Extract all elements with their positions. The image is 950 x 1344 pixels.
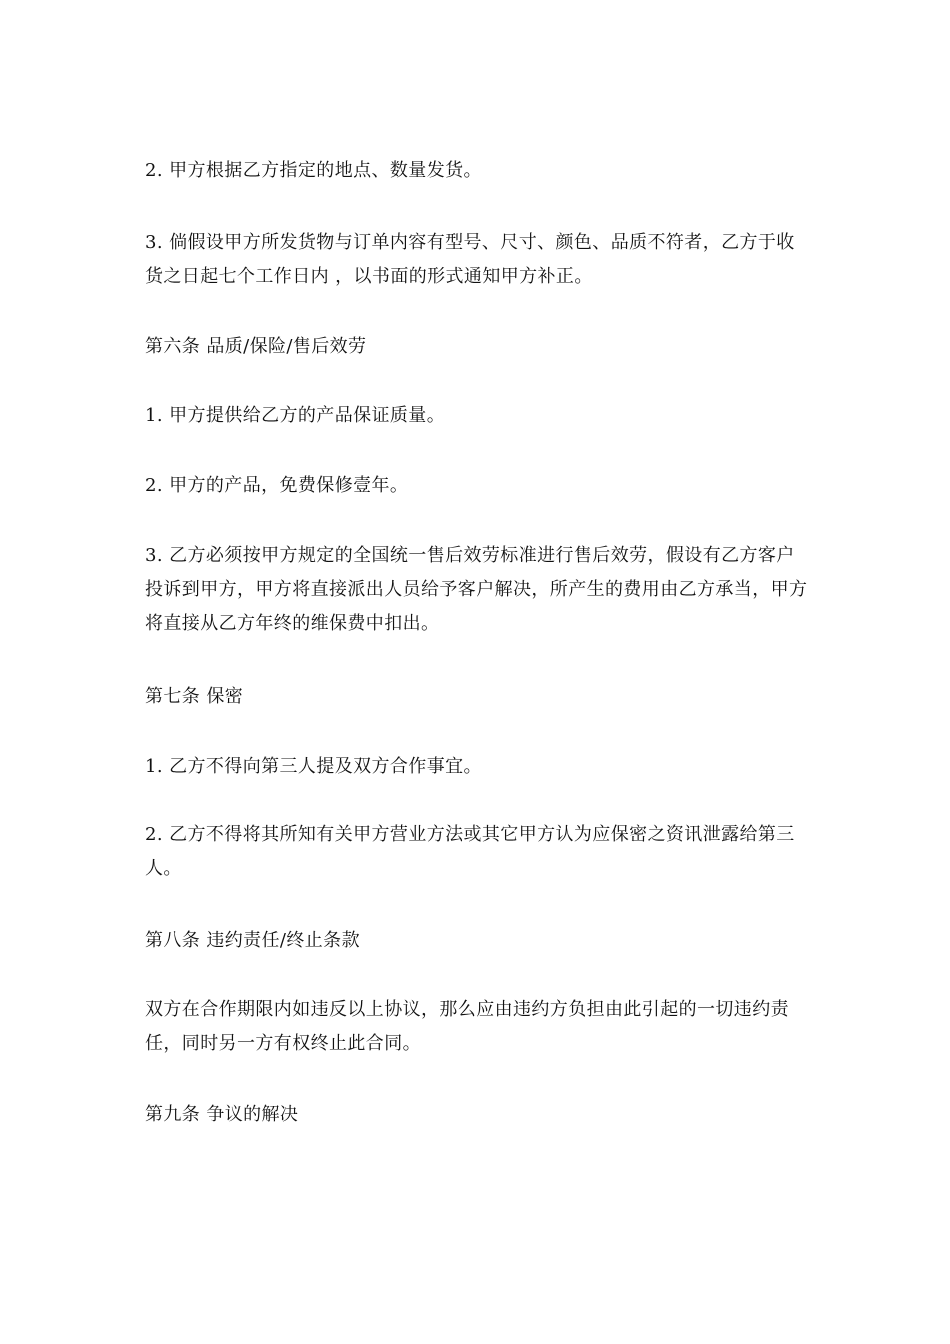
heading-article-6: 第六条 品质/保险/售后效劳: [145, 336, 367, 357]
paragraph-breach-liability: 双方在合作期限内如违反以上协议，那么应由违约方负担由此引起的一切违约责任，同时另一方有权终止此合同。: [145, 999, 789, 1054]
paragraph-quality-item-2: 2. 甲方的产品，免费保修壹年。: [145, 475, 409, 496]
heading-article-7: 第七条 保密: [145, 686, 244, 707]
paragraph-confidential-item-2: 2. 乙方不得将其所知有关甲方营业方法或其它甲方认为应保密之资讯泄露给第三人。: [145, 824, 795, 879]
paragraph-quality-item-1: 1. 甲方提供给乙方的产品保证质量。: [145, 405, 446, 426]
paragraph-quality-item-3: 3. 乙方必须按甲方规定的全国统一售后效劳标准进行售后效劳，假设有乙方客户投诉到甲方，甲方将直接派出人员给予客户解决，所产生的费用由乙方承当，甲方将直接从乙方年终的维保费中扣出。: [145, 545, 808, 634]
paragraph-confidential-item-1: 1. 乙方不得向第三人提及双方合作事宜。: [145, 756, 482, 777]
paragraph-shipping-item-3: 3. 倘假设甲方所发货物与订单内容有型号、尺寸、颜色、品质不符者，乙方于收货之日起七个工作日内 ，以书面的形式通知甲方补正。: [145, 232, 795, 287]
paragraph-shipping-item-2: 2. 甲方根据乙方指定的地点、数量发货。: [145, 160, 482, 181]
heading-article-8: 第八条 违约责任/终止条款: [145, 930, 360, 951]
heading-article-9: 第九条 争议的解决: [145, 1104, 299, 1125]
